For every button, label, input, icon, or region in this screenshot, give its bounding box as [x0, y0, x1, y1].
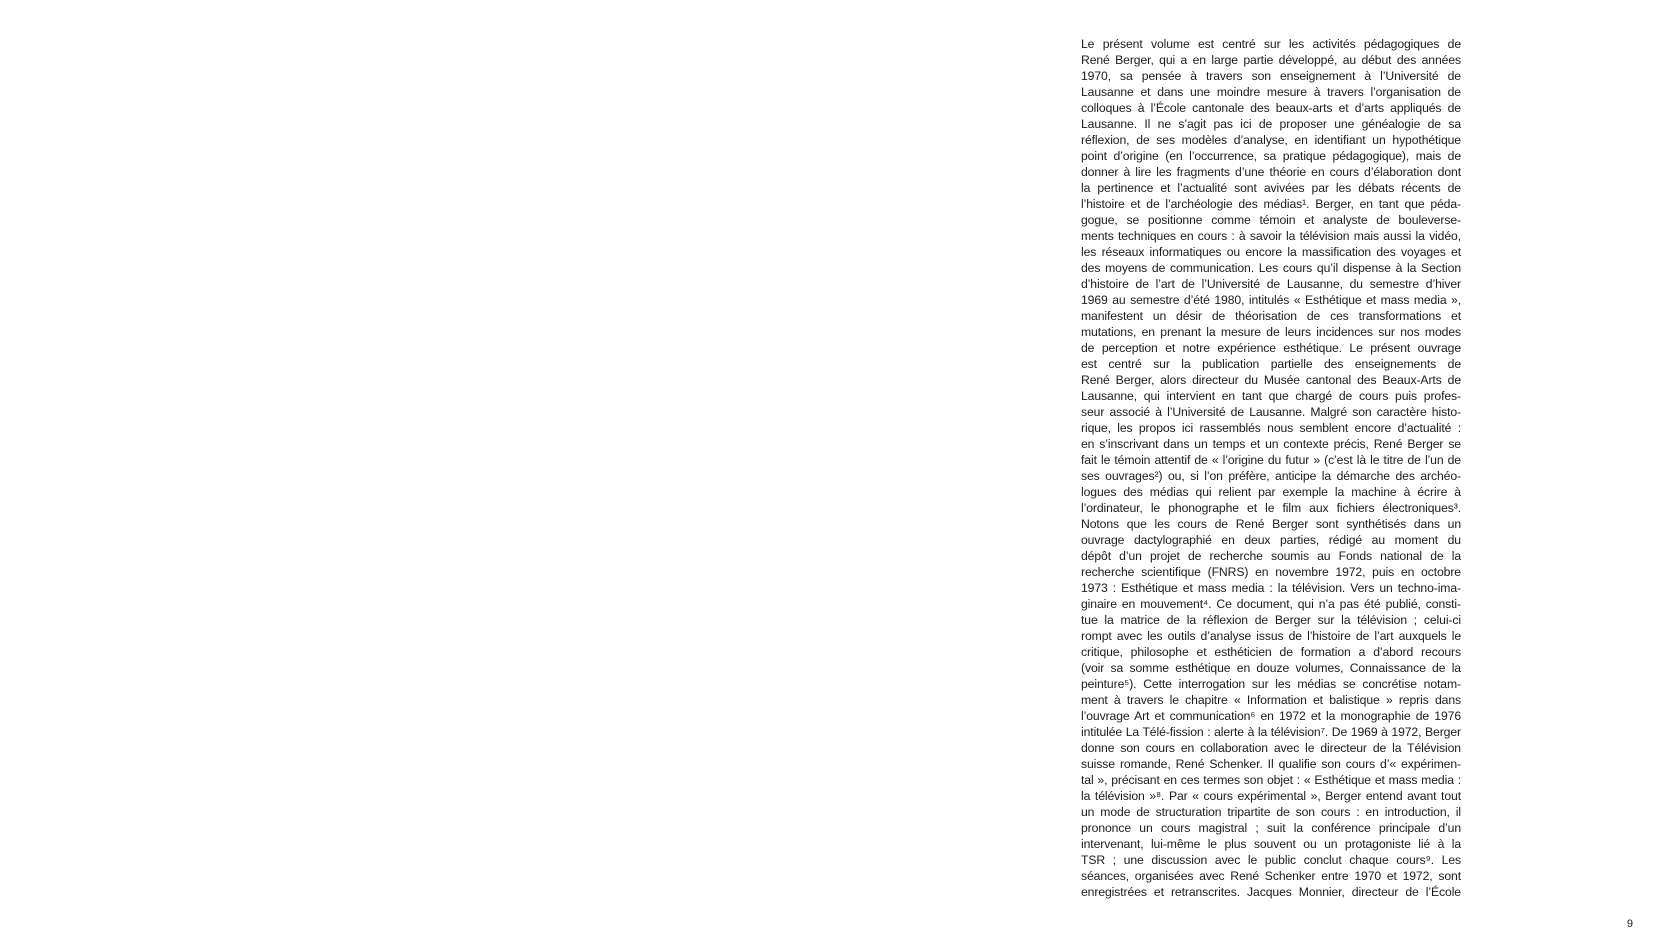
text-line: René Berger, qui a en large partie développé, au début des années — [1081, 53, 1461, 67]
text-line: mutations, en prenant la mesure de leurs incidences sur nos modes — [1081, 325, 1461, 339]
text-line: de perception et notre expérience esthétique. Le présent ouvrage — [1081, 341, 1461, 355]
text-line: fait le témoin attentif de « l’origine du futur » (c’est là le titre de l’un de — [1081, 453, 1461, 467]
text-line: séances, organisées avec René Schenker entre 1970 et 1972, sont — [1081, 869, 1461, 883]
text-line: René Berger, alors directeur du Musée cantonal des Beaux-Arts de — [1081, 373, 1461, 387]
text-line: un mode de structuration tripartite de son cours : en introduction, il — [1081, 805, 1461, 819]
text-line: l’histoire et de l’archéologie des médias¹. Berger, en tant que péda- — [1081, 197, 1461, 211]
text-line: colloques à l’École cantonale des beaux-arts et d’arts appliqués de — [1081, 101, 1461, 115]
text-line: manifestent un désir de théorisation de ces transformations et — [1081, 309, 1461, 323]
text-line: seur associé à l’Université de Lausanne. Malgré son caractère histo- — [1081, 405, 1461, 419]
text-line: intervenant, lui-même le plus souvent ou un protagoniste lié à la — [1081, 837, 1461, 851]
text-line: Lausanne. Il ne s’agit pas ici de proposer une généalogie de sa — [1081, 117, 1461, 131]
text-line: intitulée La Télé-fission : alerte à la télévision⁷. De 1969 à 1972, Berger — [1081, 725, 1461, 739]
text-line: l’ordinateur, le phonographe et le film aux fichiers électroniques³. — [1081, 501, 1461, 515]
text-line: recherche scientifique (FNRS) en novembre 1972, puis en octobre — [1081, 565, 1461, 579]
text-line: tal », précisant en ces termes son objet : « Esthétique et mass media : — [1081, 773, 1461, 787]
text-line: ses ouvrages²) ou, si l’on préfère, anticipe la démarche des archéo- — [1081, 469, 1461, 483]
text-line: logues des médias qui relient par exemple la machine à écrire à — [1081, 485, 1461, 499]
text-line: la pertinence et l’actualité sont avivées par les débats récents de — [1081, 181, 1461, 195]
body-text-column — [1081, 36, 1461, 900]
text-line: l’ouvrage Art et communication⁶ en 1972 et la monographie de 1976 — [1081, 709, 1461, 723]
text-line: en s’inscrivant dans un temps et un contexte précis, René Berger se — [1081, 437, 1461, 451]
text-line: les réseaux informatiques ou encore la massification des voyages et — [1081, 245, 1461, 259]
text-line: réflexion, de ses modèles d’analyse, en identifiant un hypothétique — [1081, 133, 1461, 147]
text-line: Lausanne et dans une moindre mesure à travers l’organisation de — [1081, 85, 1461, 99]
text-line: ouvrage dactylographié en deux parties, rédigé au moment du — [1081, 533, 1461, 547]
text-line: d’histoire de l’art de l’Université de Lausanne, du semestre d’hiver — [1081, 277, 1461, 291]
text-line: suisse romande, René Schenker. Il qualifie son cours d’« expérimen- — [1081, 757, 1461, 771]
text-line: critique, philosophe et esthéticien de formation a d’abord recours — [1081, 645, 1461, 659]
text-line: Lausanne, qui intervient en tant que chargé de cours puis profes- — [1081, 389, 1461, 403]
text-line: dépôt d’un projet de recherche soumis au Fonds national de la — [1081, 549, 1461, 563]
text-line: des moyens de communication. Les cours qu’il dispense à la Section — [1081, 261, 1461, 275]
text-line: ginaire en mouvement⁴. Ce document, qui n’a pas été publié, consti- — [1081, 597, 1461, 611]
text-line: la télévision »⁸. Par « cours expérimental », Berger entend avant tout — [1081, 789, 1461, 803]
text-line: 1970, sa pensée à travers son enseignement à l’Université de — [1081, 69, 1461, 83]
page-number: 9 — [1626, 918, 1633, 930]
text-line: peinture⁵). Cette interrogation sur les médias se concrétise notam- — [1081, 677, 1461, 691]
text-line: est centré sur la publication partielle des enseignements de — [1081, 357, 1461, 371]
text-line: ments techniques en cours : à savoir la télévision mais aussi la vidéo, — [1081, 229, 1461, 243]
text-line: ment à travers le chapitre « Information et balistique » repris dans — [1081, 693, 1461, 707]
text-line: 1969 au semestre d’été 1980, intitulés « Esthétique et mass media », — [1081, 293, 1461, 307]
text-line: donner à lire les fragments d’une théorie en cours d’élaboration dont — [1081, 165, 1461, 179]
text-line: rompt avec les outils d’analyse issus de l’histoire de l’art auxquels le — [1081, 629, 1461, 643]
text-line: 1973 : Esthétique et mass media : la télévision. Vers un techno-ima- — [1081, 581, 1461, 595]
text-line: Le présent volume est centré sur les activités pédagogiques de — [1081, 37, 1461, 51]
text-line: donne son cours en collaboration avec le directeur de la Télévision — [1081, 741, 1461, 755]
text-line: TSR ; une discussion avec le public conclut chaque cours⁹. Les — [1081, 853, 1461, 867]
text-line: enregistrées et retranscrites. Jacques Monnier, directeur de l’École — [1081, 885, 1461, 899]
text-line: Notons que les cours de René Berger sont synthétisés dans un — [1081, 517, 1461, 531]
text-line: gogue, se positionne comme témoin et analyste de bouleverse- — [1081, 213, 1461, 227]
text-line: (voir sa somme esthétique en douze volumes, Connaissance de la — [1081, 661, 1461, 675]
text-line: prononce un cours magistral ; suit la conférence principale d’un — [1081, 821, 1461, 835]
text-line: rique, les propos ici rassemblés nous semblent encore d’actualité : — [1081, 421, 1461, 435]
text-line: tue la matrice de la réflexion de Berger sur la télévision ; celui-ci — [1081, 613, 1461, 627]
text-line: point d’origine (en l’occurrence, sa pratique pédagogique), mais de — [1081, 149, 1461, 163]
